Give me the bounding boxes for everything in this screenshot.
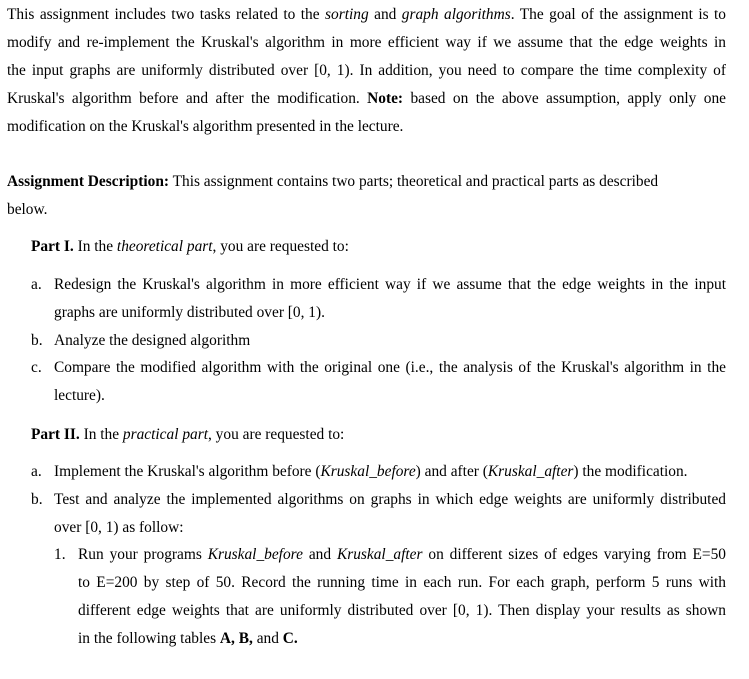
part2-item-b-marker: b. bbox=[31, 491, 43, 508]
description-line-2: below. bbox=[7, 201, 48, 218]
part2-sub1-line-1: Run your programs Kruskal_before and Kruskal_after on different sizes of edges varying from E=50 bbox=[78, 546, 726, 563]
part1-item-c-marker: c. bbox=[31, 359, 42, 376]
description-line-1: Assignment Description: This assignment contains two parts; theoretical and practical parts as described bbox=[7, 173, 659, 190]
part2-heading: Part II. In the practical part, you are requested to: bbox=[31, 426, 345, 443]
part2-item-b-line-2: over [0, 1) as follow: bbox=[54, 519, 184, 536]
intro-line-1: This assignment includes two tasks related to the sorting and graph algorithms. The goal of the assignment is to bbox=[7, 6, 727, 23]
part1-heading: Part I. In the theoretical part, you are requested to: bbox=[31, 238, 349, 255]
intro-line-3: the input graphs are uniformly distributed over [0, 1). In addition, you need to compare the time complexity of bbox=[7, 62, 726, 79]
intro-line-2: modify and re-implement the Kruskal's algorithm in more efficient way if we assume that the edge weights in bbox=[7, 34, 726, 51]
intro-line-4: Kruskal's algorithm before and after the modification. Note: based on the above assumption, apply only one bbox=[7, 90, 726, 107]
part1-item-a-line-2: graphs are uniformly distributed over [0, 1). bbox=[54, 304, 325, 321]
part2-sub1-line-3: different edge weights that are uniformly distributed over [0, 1). Then display your results as shown bbox=[78, 602, 726, 619]
part1-item-a-line-1: Redesign the Kruskal's algorithm in more efficient way if we assume that the edge weights in the input bbox=[54, 276, 726, 293]
intro-line-5: modification on the Kruskal's algorithm presented in the lecture. bbox=[7, 118, 404, 135]
part2-sub1-line-2: to E=200 by step of 50. Record the running time in each run. For each graph, perform 5 runs with bbox=[78, 574, 726, 591]
part1-item-a-marker: a. bbox=[31, 276, 42, 293]
part1-item-c-line-1: Compare the modified algorithm with the original one (i.e., the analysis of the Kruskal's algorithm in the bbox=[54, 359, 726, 376]
part1-item-b-line-1: Analyze the designed algorithm bbox=[54, 332, 251, 349]
part1-item-b-marker: b. bbox=[31, 332, 43, 349]
part2-item-a-line-1: Implement the Kruskal's algorithm before (Kruskal_before) and after (Kruskal_after) the modification. bbox=[54, 463, 688, 480]
part1-item-c-line-2: lecture). bbox=[54, 387, 105, 404]
part2-sub1-marker: 1. bbox=[54, 546, 66, 563]
part2-sub1-line-4: in the following tables A, B, and C. bbox=[78, 630, 298, 647]
part2-item-a-marker: a. bbox=[31, 463, 42, 480]
part2-item-b-line-1: Test and analyze the implemented algorithms on graphs in which edge weights are uniformly distributed bbox=[54, 491, 726, 508]
